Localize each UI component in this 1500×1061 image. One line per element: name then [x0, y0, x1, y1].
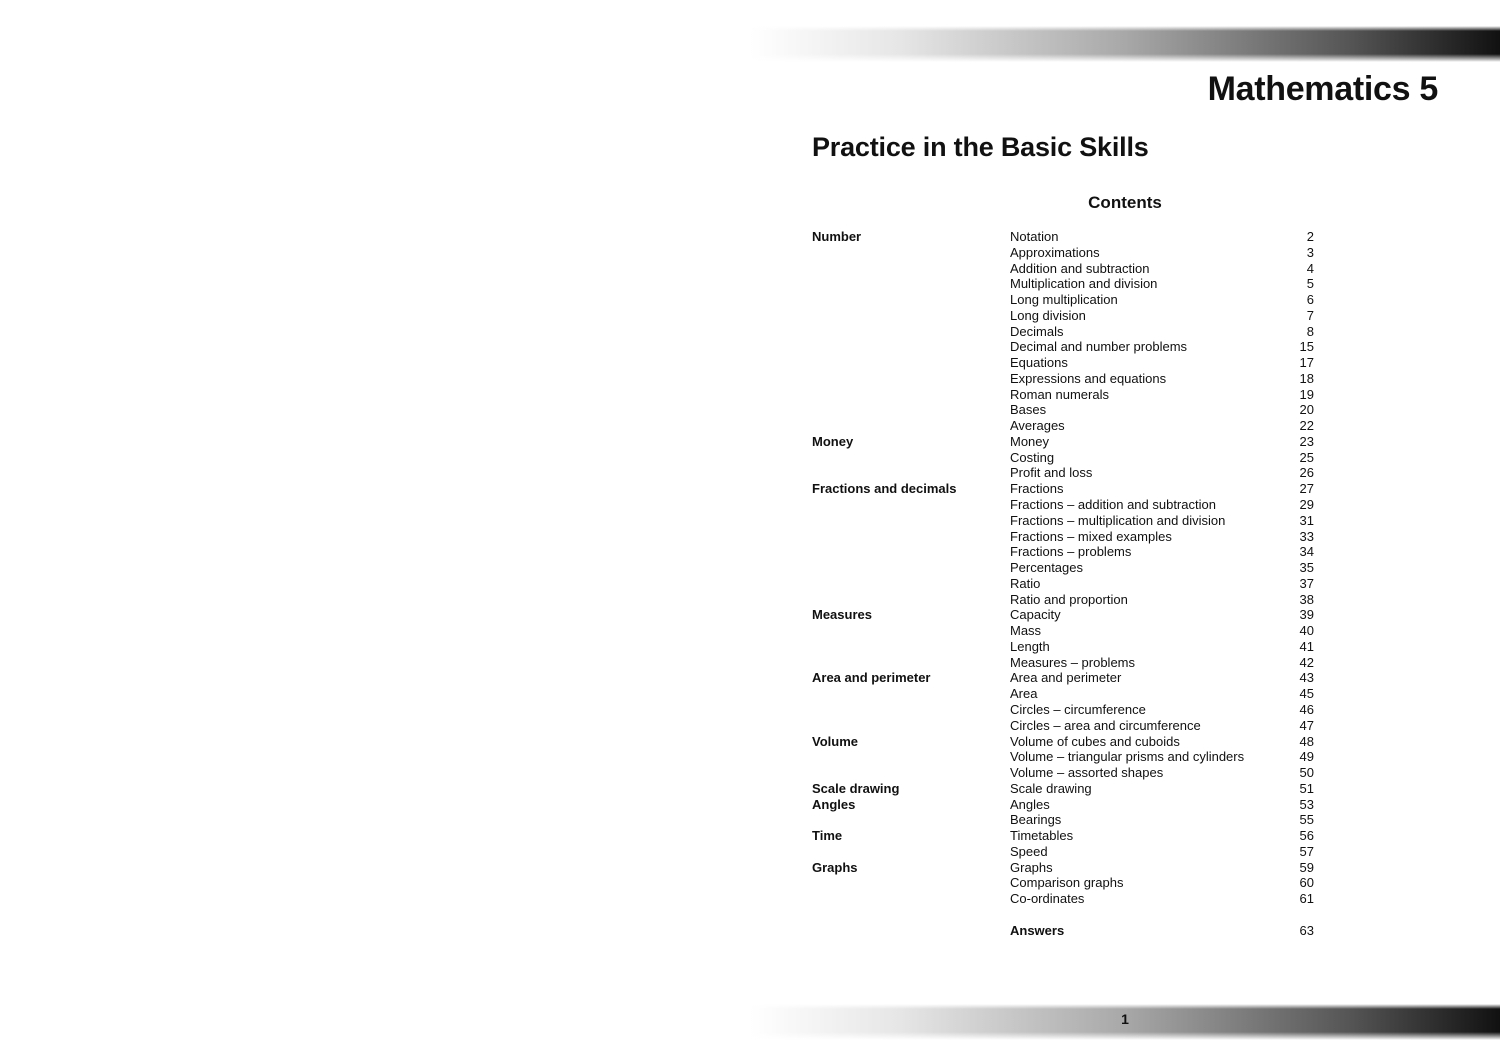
- toc-page-number: 20: [1299, 402, 1314, 418]
- toc-page-number: 41: [1299, 638, 1314, 654]
- toc-page-number: 38: [1299, 591, 1314, 607]
- toc-row: [812, 497, 1314, 513]
- toc-page-number: 46: [1299, 701, 1314, 717]
- toc-topic: Volume – triangular prisms and cylinders: [1010, 749, 1245, 765]
- toc-section-label: Angles: [812, 796, 856, 812]
- toc-page-number: 35: [1299, 560, 1314, 576]
- toc-section-label: Volume: [812, 733, 858, 749]
- toc-row: [812, 276, 1314, 292]
- toc-section-label: Number: [812, 229, 862, 244]
- toc-page-number: 55: [1299, 812, 1314, 828]
- toc-topic: Capacity: [1010, 607, 1061, 623]
- toc-row: [812, 781, 1314, 797]
- toc-row: [812, 339, 1314, 355]
- toc-page-number: 26: [1299, 465, 1314, 481]
- toc-topic: Averages: [1010, 418, 1065, 434]
- toc-row: [812, 560, 1314, 576]
- toc-topic: Area: [1010, 686, 1038, 702]
- toc-row: [812, 324, 1314, 340]
- toc-row: [812, 481, 1314, 497]
- toc-topic: Scale drawing: [1010, 780, 1092, 796]
- toc-section-label: Measures: [812, 607, 872, 623]
- toc-topic: Long division: [1010, 307, 1086, 323]
- toc-row: [812, 402, 1314, 418]
- toc-page-number: 53: [1299, 796, 1314, 812]
- toc-row: [812, 639, 1314, 655]
- toc-topic: Money: [1010, 433, 1050, 449]
- toc-row: [812, 860, 1314, 876]
- toc-row: [812, 245, 1314, 261]
- toc-topic: Speed: [1010, 843, 1048, 859]
- toc-topic: Profit and loss: [1010, 465, 1093, 481]
- toc-page-number: 2: [1306, 229, 1314, 244]
- toc-topic: Mass: [1010, 623, 1042, 639]
- toc-page-number: 23: [1299, 433, 1314, 449]
- toc-topic: Timetables: [1010, 828, 1074, 844]
- toc-row: [812, 418, 1314, 434]
- toc-page-number: 27: [1299, 481, 1314, 497]
- toc-topic: Answers: [1010, 922, 1065, 938]
- toc-page-number: 6: [1306, 292, 1314, 308]
- toc-topic: Volume of cubes and cuboids: [1010, 733, 1180, 749]
- toc-row: [812, 623, 1314, 639]
- toc-topic: Volume – assorted shapes: [1010, 765, 1164, 781]
- toc-row: [812, 355, 1314, 371]
- toc-row: [812, 797, 1314, 813]
- toc-page-number: 3: [1306, 244, 1314, 260]
- toc-page-number: 43: [1299, 670, 1314, 686]
- toc-section-label: Graphs: [812, 859, 858, 875]
- toc-row: [812, 229, 1314, 245]
- toc-page-number: 15: [1299, 339, 1314, 355]
- toc-topic: Comparison graphs: [1010, 875, 1124, 891]
- toc-page-number: 4: [1306, 260, 1314, 276]
- toc-topic: Length: [1010, 638, 1050, 654]
- toc-topic: Circles – area and circumference: [1010, 717, 1201, 733]
- toc-topic: Roman numerals: [1010, 386, 1109, 402]
- toc-topic: Area and perimeter: [1010, 670, 1122, 686]
- toc-topic: Costing: [1010, 449, 1055, 465]
- toc-topic: Fractions – multiplication and division: [1010, 512, 1226, 528]
- toc-row: [812, 844, 1314, 860]
- toc-row: [812, 592, 1314, 608]
- page-number: 1: [1121, 1011, 1129, 1027]
- toc-row: [812, 387, 1314, 403]
- toc-row: [812, 718, 1314, 734]
- toc-row: [812, 465, 1314, 481]
- toc-section-label: Time: [812, 828, 843, 844]
- toc-page-number: 59: [1299, 859, 1314, 875]
- toc-topic: Graphs: [1010, 859, 1053, 875]
- toc-row: [812, 292, 1314, 308]
- toc-page-number: 45: [1299, 686, 1314, 702]
- toc-row: [812, 686, 1314, 702]
- toc-page-number: 34: [1299, 544, 1314, 560]
- toc-row: [812, 734, 1314, 750]
- toc-topic: Bases: [1010, 402, 1047, 418]
- toc-row: [812, 544, 1314, 560]
- toc-row: [812, 513, 1314, 529]
- toc-page-number: 51: [1299, 780, 1314, 796]
- book-title: Mathematics 5: [1207, 70, 1438, 108]
- toc-topic: Decimal and number problems: [1010, 339, 1188, 355]
- toc-row: [812, 670, 1314, 686]
- toc-row: [812, 655, 1314, 671]
- toc-topic: Bearings: [1010, 812, 1062, 828]
- toc-row: [812, 576, 1314, 592]
- toc-row: [812, 749, 1314, 765]
- toc-page-number: 61: [1299, 891, 1314, 907]
- toc-topic: Decimals: [1010, 323, 1064, 339]
- toc-page-number: 63: [1299, 922, 1314, 938]
- toc-page-number: 40: [1299, 623, 1314, 639]
- toc-row: [812, 812, 1314, 828]
- toc-page-number: 42: [1299, 654, 1314, 670]
- toc-page-number: 19: [1299, 386, 1314, 402]
- toc-page-number: 39: [1299, 607, 1314, 623]
- toc-topic: Percentages: [1010, 560, 1083, 576]
- toc-page-number: 57: [1299, 843, 1314, 859]
- toc-topic: Co-ordinates: [1010, 891, 1085, 907]
- toc-page-number: 49: [1299, 749, 1314, 765]
- toc-topic: Notation: [1010, 229, 1059, 244]
- toc-row: [812, 450, 1314, 466]
- toc-row-answers: [812, 923, 1314, 939]
- toc-topic: Approximations: [1010, 244, 1100, 260]
- toc-row: [812, 891, 1314, 907]
- toc-topic: Fractions – addition and subtraction: [1010, 497, 1216, 513]
- toc-page-number: 22: [1299, 418, 1314, 434]
- toc-page-number: 56: [1299, 828, 1314, 844]
- toc-page-number: 33: [1299, 528, 1314, 544]
- toc-topic: Measures – problems: [1010, 654, 1135, 670]
- toc-page-number: 60: [1299, 875, 1314, 891]
- toc-section-label: Fractions and decimals: [812, 481, 957, 497]
- toc-topic: Ratio: [1010, 575, 1041, 591]
- toc-row: [812, 828, 1314, 844]
- toc-row: [812, 261, 1314, 277]
- toc-page-number: 37: [1299, 575, 1314, 591]
- toc-row: [812, 308, 1314, 324]
- toc-row: [812, 702, 1314, 718]
- toc-row: [812, 371, 1314, 387]
- toc-page-number: 7: [1306, 307, 1314, 323]
- toc-topic: Equations: [1010, 355, 1068, 371]
- toc-topic: Long multiplication: [1010, 292, 1118, 308]
- toc-page-number: 31: [1299, 512, 1314, 528]
- toc-section-label: Area and perimeter: [812, 670, 931, 686]
- contents-page: [750, 0, 1500, 1061]
- toc-row: [812, 607, 1314, 623]
- toc-section-label: Money: [812, 433, 854, 449]
- toc-page-number: 8: [1306, 323, 1314, 339]
- table-of-contents: [812, 229, 1314, 938]
- toc-page-number: 5: [1306, 276, 1314, 292]
- toc-topic: Ratio and proportion: [1010, 591, 1128, 607]
- contents-heading: Contents: [1088, 193, 1162, 212]
- toc-row: [812, 434, 1314, 450]
- toc-topic: Angles: [1010, 796, 1050, 812]
- toc-page-number: 25: [1299, 449, 1314, 465]
- book-subtitle: Practice in the Basic Skills: [812, 132, 1149, 162]
- toc-topic: Expressions and equations: [1010, 370, 1167, 386]
- toc-page-number: 50: [1299, 765, 1314, 781]
- toc-page-number: 17: [1299, 355, 1314, 371]
- toc-row: [812, 875, 1314, 891]
- toc-topic: Fractions – mixed examples: [1010, 528, 1172, 544]
- toc-page-number: 48: [1299, 733, 1314, 749]
- toc-page-number: 47: [1299, 717, 1314, 733]
- toc-row: [812, 529, 1314, 545]
- toc-row: [812, 765, 1314, 781]
- header-gradient-band: [750, 26, 1500, 62]
- toc-section-label: Scale drawing: [812, 780, 900, 796]
- toc-topic: Addition and subtraction: [1010, 260, 1150, 276]
- toc-page-number: 18: [1299, 370, 1314, 386]
- toc-topic: Fractions: [1010, 481, 1064, 497]
- toc-topic: Multiplication and division: [1010, 276, 1158, 292]
- toc-page-number: 29: [1299, 497, 1314, 513]
- toc-topic: Fractions – problems: [1010, 544, 1132, 560]
- toc-topic: Circles – circumference: [1010, 701, 1146, 717]
